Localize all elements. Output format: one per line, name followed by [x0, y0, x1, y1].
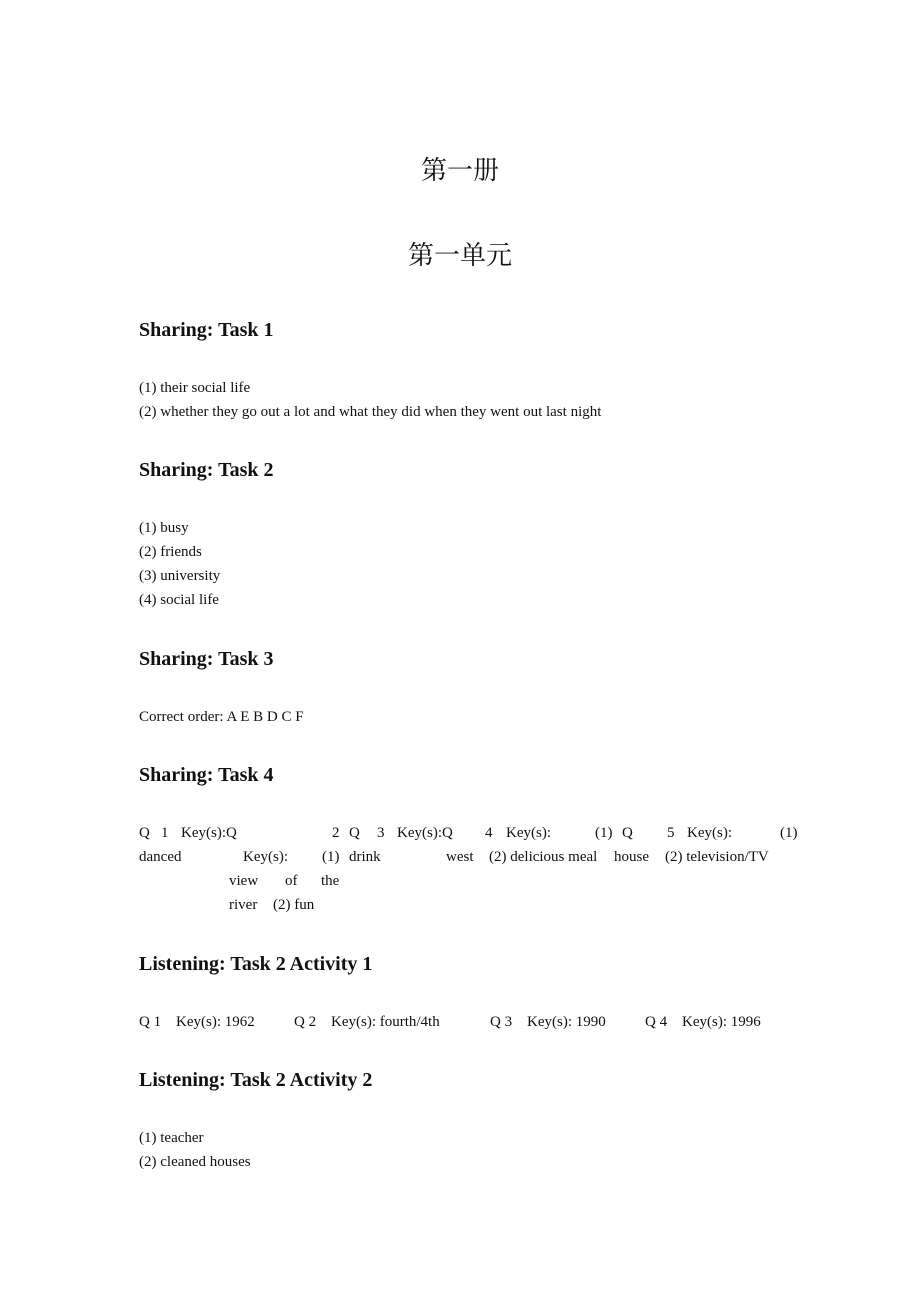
table-cell: Key(s):Q — [181, 825, 237, 841]
section-heading-task3: Sharing: Task 3 — [139, 648, 274, 670]
correct-order-text: Correct order: A E B D C F — [139, 709, 304, 725]
table-cell: (1) — [780, 825, 798, 841]
table-cell: Q — [349, 825, 360, 841]
table-cell: danced — [139, 849, 182, 865]
list-item: (1) their social life — [139, 380, 251, 396]
table-cell: Key(s): 1996 — [682, 1014, 761, 1030]
list-item: (1) busy — [139, 520, 189, 536]
table-cell: Key(s): — [687, 825, 732, 841]
section-heading-task1: Sharing: Task 1 — [139, 319, 274, 341]
list-item: (4) social life — [139, 592, 219, 608]
table-cell: of — [285, 873, 298, 889]
table-cell: 3 — [377, 825, 385, 841]
table-cell: Q — [622, 825, 633, 841]
table-cell: 1 — [161, 825, 169, 841]
section-heading-task2: Sharing: Task 2 — [139, 459, 274, 481]
table-cell: (2) television/TV — [665, 849, 769, 865]
list-item: (2) cleaned houses — [139, 1154, 251, 1170]
list-item: (2) whether they go out a lot and what they did when they went out last night — [139, 404, 602, 420]
table-cell: Key(s): — [506, 825, 551, 841]
table-cell: 5 — [667, 825, 675, 841]
table-cell: west — [446, 849, 474, 865]
unit-title: 第一单元 — [407, 241, 512, 271]
table-cell: house — [614, 849, 649, 865]
table-cell: river — [229, 897, 258, 913]
list-item: (2) friends — [139, 544, 202, 560]
table-cell: Key(s): 1962 — [176, 1014, 255, 1030]
table-cell: Q — [139, 825, 150, 841]
list-item: (3) university — [139, 568, 221, 584]
table-cell: Key(s): — [243, 849, 288, 865]
table-cell: the — [321, 873, 340, 889]
table-cell: (2) delicious meal — [489, 849, 598, 865]
table-cell: view — [229, 873, 259, 889]
table-cell: drink — [349, 849, 381, 865]
table-cell: (1) — [322, 849, 340, 865]
table-cell: Q 4 — [645, 1014, 668, 1030]
table-cell: (1) — [595, 825, 613, 841]
section-heading-listening1: Listening: Task 2 Activity 1 — [139, 953, 373, 975]
section-heading-task4: Sharing: Task 4 — [139, 764, 274, 786]
section-heading-listening2: Listening: Task 2 Activity 2 — [139, 1069, 373, 1091]
list-item: (1) teacher — [139, 1130, 204, 1146]
table-cell: Key(s):Q — [397, 825, 453, 841]
table-cell: Q 1 — [139, 1014, 162, 1030]
volume-title: 第一册 — [420, 156, 499, 186]
table-cell: Q 2 — [294, 1014, 317, 1030]
table-cell: (2) fun — [273, 897, 315, 913]
table-cell: Key(s): 1990 — [527, 1014, 606, 1030]
table-cell: 4 — [485, 825, 493, 841]
table-cell: Q 3 — [490, 1014, 513, 1030]
table-cell: 2 — [332, 825, 340, 841]
table-cell: Key(s): fourth/4th — [331, 1014, 440, 1030]
